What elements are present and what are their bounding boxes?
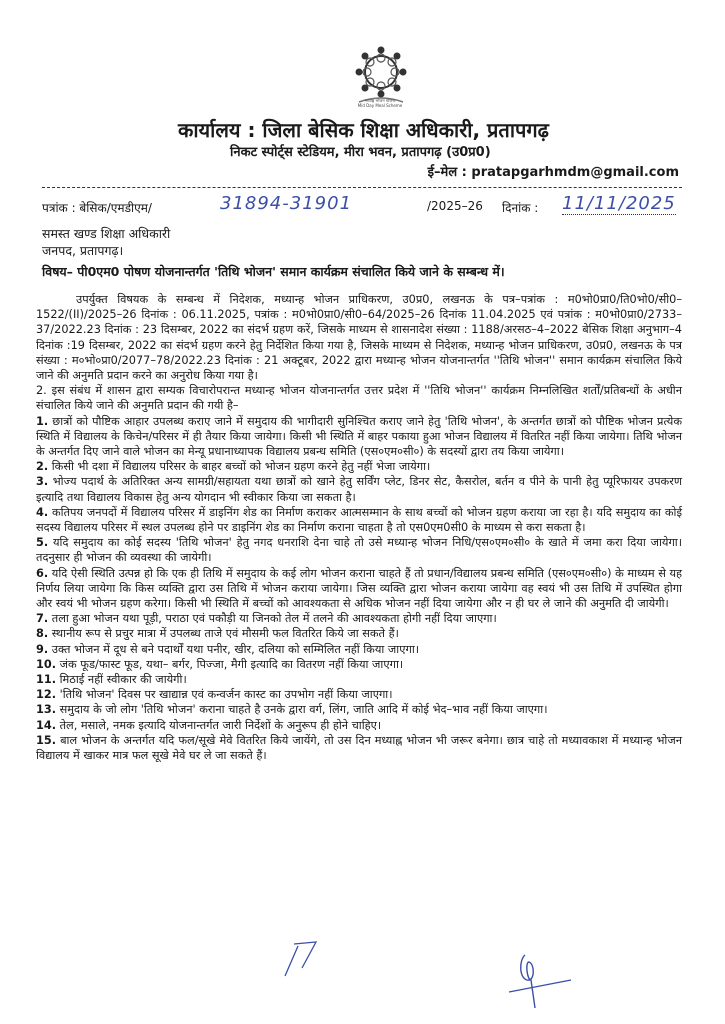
item-number: 4. xyxy=(36,505,49,519)
item-number: 6. xyxy=(36,566,49,580)
condition-item xyxy=(36,657,682,672)
letter-body xyxy=(36,292,682,763)
item-text: यदि ऐसी स्थिति उत्पन्न हो कि एक ही तिथि में समुदाय के कई लोग भोजन कराना चाहते हैं तो प्रधान/विद्यालय प्रबन्ध समिति (एस०एम०सी०) के माध्यम से यह निर्णय लिया जायेगा कि किस व्यक्ति द्वारा उस तिथि में भोजन कराया जायेगा। जिस व्यक्ति द्वारा भोजन कराया जायेगा वह स्वयं भी उस तिथि में उपस्थित होगा और स्वयं भी भोजन ग्रहण करेगा। किसी भी स्थिति में बच्चों को आवश्यकता से अधिक भोजन नहीं दिया जायेगा और न ही घर ले जाने की अनुमति दी जायेगी। xyxy=(36,566,683,611)
subject-line: विषय– पी0एम0 पोषण योजनान्तर्गत 'तिथि भोजन' समान कार्यक्रम संचालित किये जाने के सम्बन्ध में। xyxy=(42,264,505,279)
item-number: 8. xyxy=(36,627,49,641)
item-text: बाल भोजन के अन्तर्गत यदि फल/सूखे मेवे वितरित किये जायेंगे, तो उस दिन मध्याह्न भोजन भी जरूर बनेगा। छात्र चाहे तो मध्यावकाश में मध्यान्ह भोजन विद्यालय में खाकर मात्र फल सूखे मेवे घर ले जा सकते हैं। xyxy=(36,733,682,763)
logo-caption xyxy=(330,98,430,108)
item-number: 10. xyxy=(36,657,57,671)
condition-item xyxy=(36,626,682,641)
item-text: समुदाय के जो लोग 'तिथि भोजन' कराना चाहते है उनके द्वारा वर्ग, लिंग, जाति आदि में कोई भेद–भाव नहीं किया जाएगा। xyxy=(59,703,548,717)
item-number: 1. xyxy=(36,414,49,428)
item-number: 14. xyxy=(36,718,57,732)
addressee-line-2: जनपद, प्रतापगढ़। xyxy=(42,243,124,258)
item-number: 12. xyxy=(36,688,57,702)
item-text: तेल, मसाले, नमक इत्यादि योजनान्तर्गत जारी निर्देशों के अनुरूप ही होने चाहिए। xyxy=(59,718,382,732)
condition-item xyxy=(36,702,682,717)
item-text: यदि समुदाय का कोई सदस्य 'तिथि भोजन' हेतु नगद धनराशि देना चाहे तो उसे मध्यान्ह भोजन निधि/एस०एम०सी० के खाते में जमा करा दिया जायेगा। तदनुसार ही भोजन की व्यवस्था की जायेगी। xyxy=(36,536,683,565)
logo-caption-english: Mid Day Meal Scheme xyxy=(357,103,403,108)
office-address: निकट स्पोर्ट्स स्टेडियम, मीरा भवन, प्रतापगढ़ (उ0प्र0) xyxy=(230,145,491,160)
reference-year: /2025–26 xyxy=(427,199,483,213)
item-number: 5. xyxy=(36,536,49,550)
condition-item xyxy=(36,459,682,474)
item-text: उक्त भोजन में दूध से बने पदार्थों यथा पनीर, खीर, दलिया को सम्मिलित नहीं किया जाएगा। xyxy=(51,642,420,656)
item-text: स्थानीय रूप से प्रचुर मात्रा में उपलब्ध ताजे एवं मौसमी फल वितरित किये जा सकते हैं। xyxy=(51,627,399,641)
email-address[interactable]: pratapgarhmdm@gmail.com xyxy=(471,165,679,180)
reference-row xyxy=(42,195,702,221)
condition-item xyxy=(36,672,682,687)
item-text: जंक फूड/फास्ट फूड, यथा– बर्गर, पिज्जा, मैगी इत्यादि का वितरण नहीं किया जाएगा। xyxy=(59,657,404,671)
condition-item xyxy=(36,687,682,702)
item-number: 3. xyxy=(36,475,49,489)
email-line xyxy=(428,162,679,180)
item-text: भोज्य पदार्थ के अतिरिक्त अन्य सामग्री/सहायता यथा छात्रों को खाने हेतु सर्विंग प्लेट, डिनर सेट, कैसरोल, बर्तन व पीने के पानी हेतु प्यूरिफायर उपकरण इत्यादि तथा विद्यालय विकास हेतु अन्य योगदान भी स्वीकार किया जा सकता है। xyxy=(36,475,683,504)
condition-item xyxy=(36,718,682,733)
condition-item xyxy=(36,535,682,565)
paragraph-2: 2. इस संबंध में शासन द्वारा सम्यक विचारोपरान्त मध्यान्ह भोजन योजनान्तर्गत उत्तर प्रदेश में ''तिथि भोजन'' कार्यक्रम निम्नलिखित शर्तों/प्रतिबन्धों के अधीन संचालित किये जाने की अनुमति प्रदान की गयी है– xyxy=(36,384,682,413)
reference-number-handwritten: 31894-31901 xyxy=(220,193,353,214)
logo-caption-hindi: मध्याह्न भोजन योजना xyxy=(364,98,396,103)
condition-item xyxy=(36,642,682,657)
item-text: कतिपय जनपदों में विद्यालय परिसर में डाइनिंग शेड का निर्माण कराकर आत्मसम्मान के साथ बच्चों को भोजन ग्रहण कराया जा रहा है। यदि समुदाय का कोई सदस्य विद्यालय परिसर में स्थल उपलब्ध होने पर डाइनिंग शेड का निर्माण कराना चाहता है तो एस0एम0सी0 के माध्यम से करा सकता है। xyxy=(36,505,683,535)
item-text: छात्रों को पौष्टिक आहार उपलब्ध कराए जाने में समुदाय की भागीदारी सुनिश्चित कराए जाने हेतु 'तिथि भोजन', के अन्तर्गत छात्रों को पौष्टिक भोजन प्रत्येक स्थिति में विद्यालय के किचेन/परिसर में ही तैयार किया जायेगा। किसी भी स्थिति में बाहर पकाया हुआ भोजन विद्यालय में वितरित नहीं किया जायेगा। तिथि भोजन के अन्तर्गत दिए जाने वाले भोजन का मेन्यू प्रधानाध्यापक विद्यालय प्रबन्ध समिति (एस०एम०सी०) के सदस्यों द्वारा तय किया जायेगा। xyxy=(36,414,682,459)
date-handwritten: 11/11/2025 xyxy=(562,193,676,214)
intro-paragraph: उपर्युक्त विषयक के सम्बन्ध में निदेशक, मध्यान्ह भोजन प्राधिकरण, उ0प्र0, लखनऊ के पत्र–पत्रांक : म0भो0प्रा0/ति0भो0/सी0–1522/(II)/2025–26 दिनांक : 06.11.2025, पत्रांक : म0भो0प्रा0/सी0–64/2025–26 दिनांक 11.04.2025 एवं पत्रांक : म0भो0प्रा0/2733–37/2022.23 दिनांक : 23 दिसम्बर, 2022 का संदर्भ ग्रहण करें, जिसके माध्यम से शासनादेश संख्या : 1188/अरसठ–4–2022 बेसिक शिक्षा अनुभाग–4 दिनांक :19 दिसम्बर, 2022 का संदर्भ ग्रहण करने हेतु निर्देशित किया गया है, जिसके माध्यम से निदेशक, मध्यान्ह भोजन प्राधिकरण, उ0प्र0, लखनऊ के पत्र संख्या : म०भो०प्रा0/2077–78/2022.23 दिनांक : 21 अक्टूबर, 2022 द्वारा मध्यान्ह भोजन योजनान्तर्गत ''तिथि भोजन'' समान कार्यक्रम संचालित किये जाने की अनुमति प्रदान करने का अनुरोध किया गया है। xyxy=(36,293,682,383)
signature xyxy=(505,950,575,1010)
item-text: तला हुआ भोजन यथा पूड़ी, पराठा एवं पकौड़ी या जिनको तेल में तलने की आवश्यकता होगी नहीं दिया जाएगा। xyxy=(51,612,497,626)
item-number: 13. xyxy=(36,703,57,717)
condition-item xyxy=(36,611,682,626)
office-title: कार्यालय : जिला बेसिक शिक्षा अधिकारी, प्रतापगढ़ xyxy=(178,118,549,142)
header-divider xyxy=(42,187,682,188)
item-number: 2. xyxy=(36,460,49,474)
item-number: 9. xyxy=(36,642,49,656)
condition-item xyxy=(36,733,682,763)
condition-item xyxy=(36,505,682,535)
condition-item xyxy=(36,566,682,612)
email-label: ई–मेल : xyxy=(427,165,467,180)
item-number: 11. xyxy=(36,673,57,687)
item-number: 7. xyxy=(36,612,49,626)
item-text: 'तिथि भोजन' दिवस पर खाद्यान्न एवं कन्वर्जन कास्ट का उपभोग नहीं किया जाएगा। xyxy=(59,688,393,702)
initials-mark xyxy=(280,938,320,978)
item-number: 15. xyxy=(36,733,57,747)
item-text: मिठाई नहीं स्वीकार की जायेगी। xyxy=(59,673,187,687)
item-text: किसी भी दशा में विद्यालय परिसर के बाहर बच्चों को भोजन ग्रहण करने हेतु नहीं भेजा जायेगा। xyxy=(51,460,431,474)
condition-item xyxy=(36,474,682,504)
addressee-line-1: समस्त खण्ड शिक्षा अधिकारी xyxy=(42,226,171,241)
date-label: दिनांक : xyxy=(502,201,539,215)
condition-item xyxy=(36,414,682,460)
reference-prefix: पत्रांक : बेसिक/एमडीएम/ xyxy=(42,201,152,215)
